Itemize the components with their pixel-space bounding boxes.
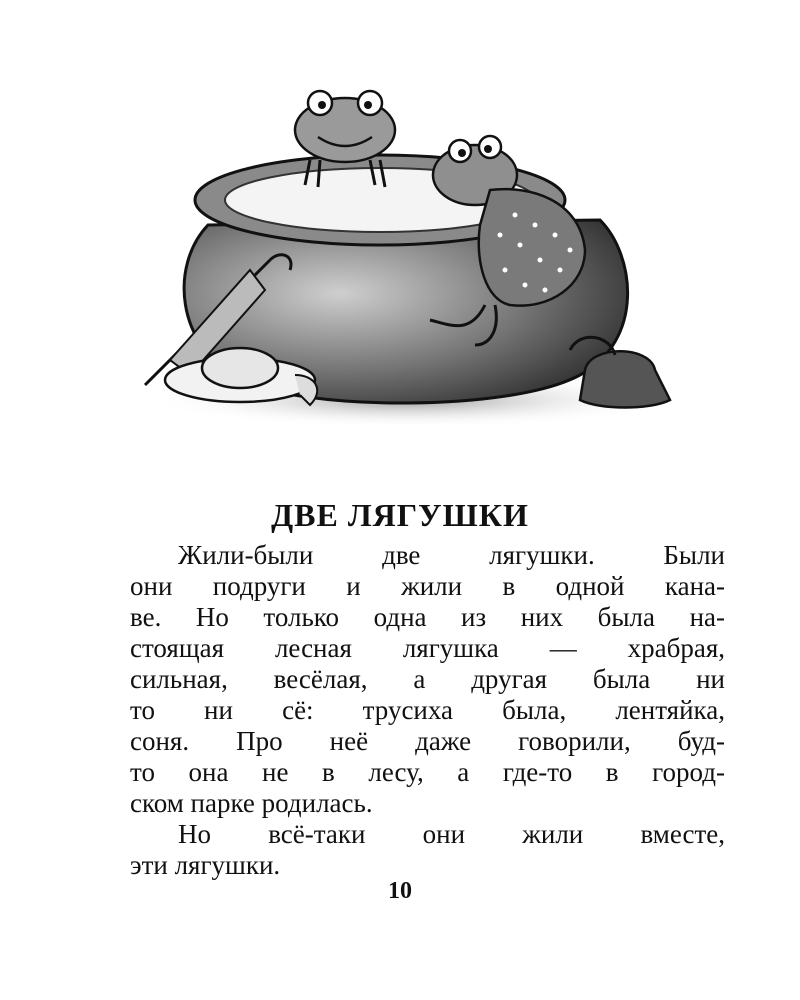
story-body bbox=[130, 540, 725, 881]
frogs-and-pot-illustration bbox=[130, 75, 690, 435]
story-line: то ни сё: трусиха была, лентяйка, bbox=[130, 695, 725, 725]
story-line: то она не в лесу, а где-то в город- bbox=[130, 757, 725, 787]
story-line: стоящая лесная лягушка — храбрая, bbox=[130, 633, 725, 663]
story-title: ДВЕ ЛЯГУШКИ bbox=[271, 497, 529, 533]
story-line: эти лягушки. bbox=[130, 850, 281, 880]
story-line: ском парке родилась. bbox=[130, 788, 373, 818]
story-line: Но всё-таки они жили вместе, bbox=[178, 819, 725, 849]
page-number: 10 bbox=[388, 878, 412, 904]
story-line: соня. Про неё даже говорили, буд- bbox=[130, 726, 725, 756]
story-line: они подруги и жили в одной кана- bbox=[130, 571, 725, 601]
story-line: ве. Но только одна из них была на- bbox=[130, 602, 725, 632]
story-line: сильная, весёлая, а другая была ни bbox=[130, 664, 725, 694]
story-line: Жили-были две лягушки. Были bbox=[178, 540, 725, 570]
